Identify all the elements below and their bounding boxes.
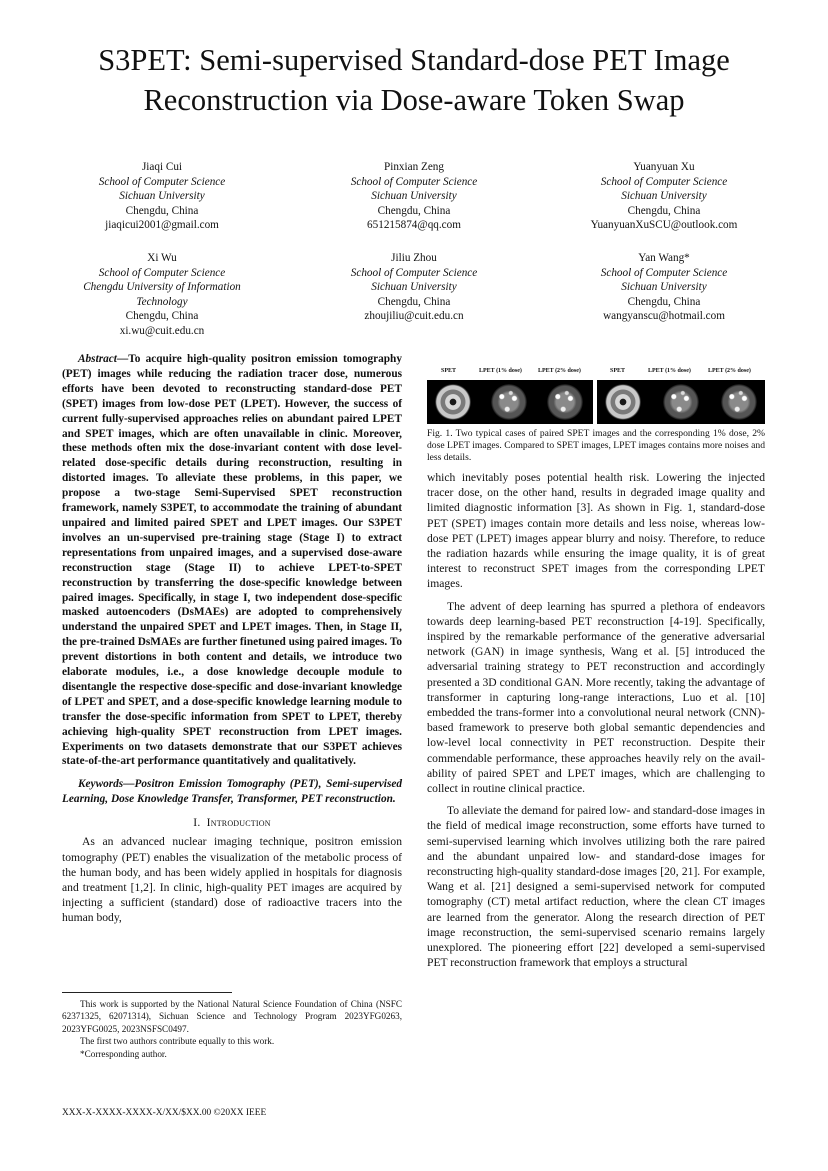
author-affiliation: Sichuan University [371, 190, 457, 203]
author-affiliation: Sichuan University [621, 190, 707, 203]
author-name: Jiliu Zhou [391, 252, 437, 264]
author-affiliation: Chengdu University of Information [83, 281, 241, 294]
author-name: Yuanyuan Xu [633, 161, 695, 173]
author-affiliation: School of Computer Science [98, 175, 226, 188]
figure-label: LPET (2% dose) [708, 368, 751, 374]
author-block [47, 251, 277, 339]
abstract-text: —To acquire high-quality positron emission tomography (PET) images while reducing the radiation tracer dose, numerous efforts have been devoted to reconstructing standard-dose PET (SPET) images from low-dose PET (LPET). However, the success of current fully-supervised approaches relies on abundant paired LPET and SPET images, which are often unavailable in clinic. Moreover, these methods often mix the dose-invariant content with dose level-related dose-specific details during reconstruction, resulting in distorted images. To alleviate these problems, in this paper, we propose a two-stage Semi-Supervised SPET reconstruction framework, namely S3PET, to accommodate the training of abundant unpaired and limited paired SPET and LPET images. Our S3PET involves an un-supervised pre-training stage (Stage I) to extract representations from unpaired images, and a supervised dose-aware reconstruction stage (Stage II) to achieve LPET-to-SPET reconstruction by transferring the dose-specific knowledge between paired images. Specifically, in stage I, two independent dose-specific masked autoencoders (DsMAEs) are adopted to comprehensively understand the unpaired SPET and LPET images. Then, in Stage II, the pre-trained DsMAEs are further finetuned using paired images. To prevent distortions in both content and details, we introduce two elaborate modules, i.e., a dose knowledge decouple module to disentangle the respective dose-specific and dose-invariant knowledge of LPET and SPET, and a dose-specific knowledge learning module to transfer the dose-specific information from SPET to LPET, thereby achieving high-quality SPET reconstruction from LPET images. Experiments on two datasets demonstrate that our S3PET achieves state-of-the-art performance quantitatively and qualitatively. [62, 353, 402, 768]
footnote: The first two authors contribute equally to this work. [80, 1036, 275, 1047]
body-paragraph: To alleviate the demand for paired low- and standard-dose images in the field of medical image reconstruction, some efforts have turned to semi-supervised learning which involves utilizing both the rare paired and the abundant unpaired low- and standard-dose images for reconstructing high-quality standard-dose images [20, 21]. For example, Wang et al. [21] designed a semi-supervised network for computed tomography (CT) metal artifact reduction, where the clean CT images are learned from the generator. Along the research direction of PET image reconstruction, the semi-supervised scenario remains largely unexplored. The pioneering effort [22] developed a semi-supervised PET reconstruction framework that employs a structural [427, 804, 765, 970]
author-email: zhoujiliu@cuit.edu.cn [364, 310, 464, 323]
author-affiliation: Sichuan University [119, 190, 205, 203]
figure-panel-case-1 [427, 380, 593, 424]
figure-label: LPET (1% dose) [648, 368, 691, 374]
author-email: xi.wu@cuit.edu.cn [119, 324, 205, 337]
author-block [299, 160, 529, 233]
lpet-2-brain-image [721, 384, 757, 420]
author-email: 651215874@qq.com [367, 219, 461, 232]
author-city: Chengdu, China [627, 204, 701, 217]
author-affiliation: School of Computer Science [350, 266, 478, 279]
figure-caption: Fig. 1. Two typical cases of paired SPET images and the corresponding 1% dose, 2% dose LPET images. Compared to SPET images, LPET images contains more noises and less details. [427, 428, 765, 464]
section-heading [62, 815, 402, 830]
lpet-2-brain-image [547, 384, 583, 420]
author-city: Chengdu, China [627, 295, 701, 308]
section-numeral: I. [193, 816, 201, 830]
body-paragraph: which inevitably poses potential health risk. Lowering the injected tracer dose, on the other hand, results in degraded image quality and limited diagnostic information [3]. As shown in Fig. 1, standard-dose PET (SPET) images contain more details and less noise, whereas low-dose PET (LPET) images appear blurry and noisy. Therefore, to reduce the radiation hazards while ensuring the image quality, it is of great interest to reconstruct SPET images from the corresponding LPET images. [427, 471, 765, 591]
spet-brain-image [605, 384, 641, 420]
author-affiliation: School of Computer Science [98, 266, 226, 279]
author-email: wangyanscu@hotmail.com [603, 310, 725, 323]
keywords [62, 777, 402, 807]
paper-title: S3PET: Semi-supervised Standard-dose PET Image Reconstruction via Dose-aware Token Swap [98, 43, 730, 117]
lpet-1-brain-image [663, 384, 699, 420]
author-affiliation: Sichuan University [371, 281, 457, 294]
section-title: Introduction [206, 816, 271, 830]
author-affiliation: School of Computer Science [600, 266, 728, 279]
figure-labels [427, 366, 765, 378]
author-affiliation: School of Computer Science [350, 175, 478, 188]
author-city: Chengdu, China [125, 310, 199, 323]
figure-label: LPET (1% dose) [479, 368, 522, 374]
right-column [427, 470, 765, 971]
author-name: Jiaqi Cui [141, 161, 183, 173]
abstract [62, 352, 402, 769]
author-name: Xi Wu [147, 252, 177, 264]
body-paragraph: The advent of deep learning has spurred a plethora of endeavors towards deep learning-based PET reconstruction [4-19]. Specifically, inspired by the remarkable performance of the generative adversarial network (GAN) in image synthesis, Wang et al. [5] introduced the adversarial training strategy to PET reconstruction and accordingly presented a 3D conditional GAN. More recently, taking the advantage of transformer in capturing long-range interactions, Luo et al. [10] embedded the trans-former into a convolutional neural network (CNN)-based framework to preserve both global semantic dependencies and low-level local connectivity in PET reconstruction. Despite their commendable performance, these approaches heavily rely on the avail-ability of paired SPET and LPET images, which are challenging to collect in routine clinical practice. [427, 599, 765, 796]
lpet-1-brain-image [491, 384, 527, 420]
author-email: jiaqicui2001@gmail.com [105, 219, 219, 232]
copyright-notice: XXX-X-XXXX-XXXX-X/XX/$XX.00 ©20XX IEEE [62, 1108, 267, 1118]
footnote-divider [62, 992, 232, 993]
author-affiliation: Technology [136, 295, 188, 308]
figure-1 [427, 366, 765, 464]
author-affiliation: Sichuan University [621, 281, 707, 294]
author-block [549, 160, 779, 233]
keywords-text: Positron Emission Tomography (PET), Semi-supervised Learning, Dose Knowledge Transfer, Transformer, PET reconstruction. [62, 778, 402, 806]
figure-label: SPET [441, 368, 457, 374]
intro-paragraph: As an advanced nuclear imaging technique, positron emission tomography (PET) enables the visualization of the metabolic process of the human body, and has been widely applied in hospitals for diagnosis and treatment [1,2]. In clinic, high-quality PET images are acquired by injecting a sufficient (standard) dose of radioactive tracers into the human body, [62, 835, 402, 925]
author-name: Yan Wang* [638, 252, 690, 264]
figure-panel-case-2 [597, 380, 765, 424]
author-city: Chengdu, China [125, 204, 199, 217]
author-block [549, 251, 779, 324]
footnote: This work is supported by the National Natural Science Foundation of China (NSFC 62371325, 62071314), Sichuan Science and Technology Program 2023YFG0263, 2023YFG0025, 2023NSFSC0497. [62, 999, 402, 1034]
author-affiliation: School of Computer Science [600, 175, 728, 188]
figure-label: LPET (2% dose) [538, 368, 581, 374]
author-city: Chengdu, China [377, 204, 451, 217]
footnotes [62, 998, 402, 1060]
left-column [62, 352, 402, 926]
figure-label: SPET [610, 368, 626, 374]
abstract-label: Abstract [78, 353, 117, 365]
footnote: *Corresponding author. [80, 1048, 167, 1059]
author-block [299, 251, 529, 324]
author-city: Chengdu, China [377, 295, 451, 308]
author-block [47, 160, 277, 233]
spet-brain-image [435, 384, 471, 420]
author-name: Pinxian Zeng [384, 161, 444, 173]
keywords-label: Keywords— [78, 778, 135, 791]
author-email: YuanyuanXuSCU@outlook.com [590, 219, 738, 232]
